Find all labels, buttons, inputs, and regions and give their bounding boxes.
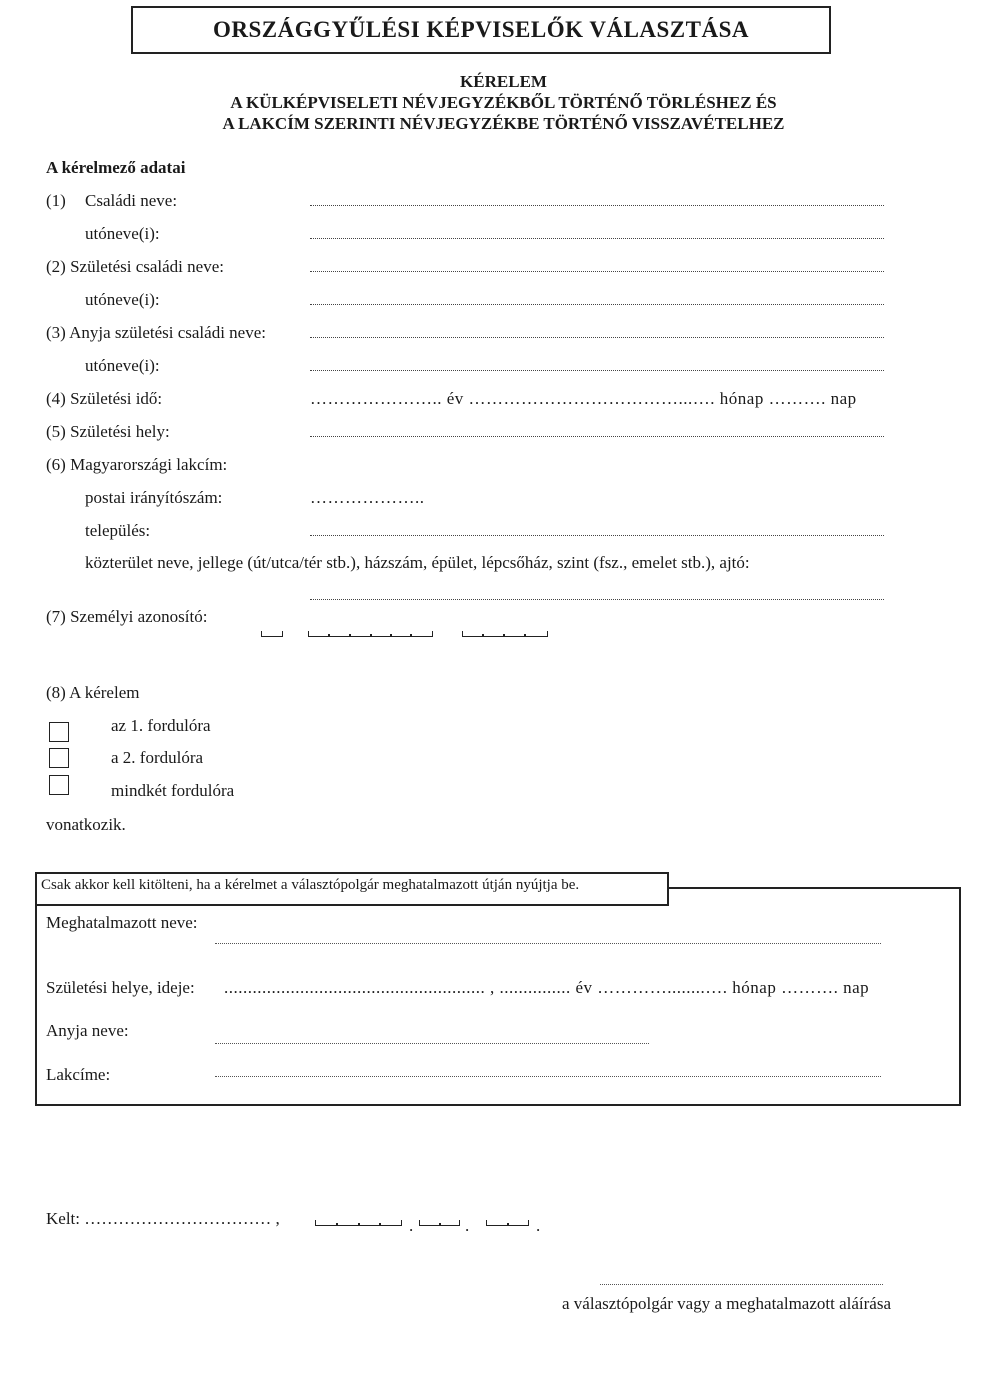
birth-date-label: (4) Születési idő: [46,389,163,408]
family-name-number: (1) [46,191,66,210]
signature-label: a választópolgár vagy a meghatalmazott aláírása [562,1294,891,1313]
date-month-digits[interactable] [419,1220,460,1226]
tick [410,634,412,637]
tick [370,634,372,637]
birth-family-name-label: (2) Születési családi neve: [46,257,224,276]
request-footer: vonatkozik. [46,815,126,834]
proxy-address-label: Lakcíme: [46,1065,111,1084]
birth-date-field[interactable]: ………………….. év ………………………………...…. hónap ………. nap [310,389,857,408]
mother-family-name-label: (3) Anyja születési családi neve: [46,323,266,342]
given-name-field[interactable] [310,238,884,239]
personal-id-serial-digits[interactable] [462,631,548,637]
round-2-label: a 2. fordulóra [111,748,204,767]
tick [358,1223,360,1226]
applicant-heading: A kérelmező adatai [46,158,186,177]
family-name-label: Családi neve: [85,191,178,210]
date-label: Kelt: …………………………… , [46,1209,280,1228]
birth-place-label: (5) Születési hely: [46,422,170,441]
date-separator: . [536,1216,541,1235]
tick [439,1223,441,1226]
mother-given-name-field[interactable] [310,370,884,371]
street-field[interactable] [310,599,884,600]
form-subtitle-line-2: A LAKCÍM SZERINTI NÉVJEGYZÉKBE TÖRTÉNŐ VISSZAVÉTELHEZ [222,114,785,133]
tick [503,634,505,637]
tick [379,1223,381,1226]
round-2-checkbox[interactable] [49,748,69,768]
round-1-checkbox[interactable] [49,722,69,742]
birth-given-name-field[interactable] [310,304,884,305]
date-year-digits[interactable] [315,1220,402,1226]
request-heading: (8) A kérelem [46,683,140,702]
form-subtitle-line-1: A KÜLKÉPVISELETI NÉVJEGYZÉKBŐL TÖRTÉNŐ TÖRLÉSHEZ ÉS [230,93,777,112]
birth-family-name-field[interactable] [310,271,884,272]
birth-place-field[interactable] [310,436,884,437]
personal-id-birthdate-digits[interactable] [308,631,433,637]
proxy-mother-label: Anyja neve: [46,1021,129,1040]
proxy-note: Csak akkor kell kitölteni, ha a kérelmet a választópolgár meghatalmazott útján nyújtja be. [35,872,669,906]
date-separator: . [409,1216,414,1235]
city-field[interactable] [310,535,884,536]
mother-family-name-field[interactable] [310,337,884,338]
tick [507,1223,509,1226]
tick [328,634,330,637]
proxy-name-label: Meghatalmazott neve: [46,913,198,932]
tick [524,634,526,637]
tick [336,1223,338,1226]
proxy-address-field[interactable] [215,1076,881,1077]
street-label: közterület neve, jellege (út/utca/tér stb.), házszám, épület, lépcsőház, szint (fsz., emelet stb.), ajtó: [85,553,750,572]
tick [482,634,484,637]
tick [349,634,351,637]
round-1-label: az 1. fordulóra [111,716,211,735]
proxy-mother-field[interactable] [215,1043,649,1044]
proxy-name-field[interactable] [215,943,881,944]
postal-code-field[interactable]: ……………….. [310,488,425,507]
family-name-field[interactable] [310,205,884,206]
signature-field[interactable] [600,1284,883,1285]
proxy-birth-field[interactable]: ....................................................... , ............... év …………........…. hónap ………. nap [224,978,870,997]
personal-id-label: (7) Személyi azonosító: [46,607,208,626]
form-title: ORSZÁGGYŰLÉSI KÉPVISELŐK VÁLASZTÁSA [131,6,831,54]
proxy-birth-label: Születési helye, ideje: [46,978,195,997]
both-rounds-label: mindkét fordulóra [111,781,235,800]
mother-given-name-label: utóneve(i): [85,356,160,375]
form-subtitle-request: KÉRELEM [460,72,547,91]
both-rounds-checkbox[interactable] [49,775,69,795]
tick [390,634,392,637]
date-day-digits[interactable] [486,1220,529,1226]
date-separator: . [465,1216,470,1235]
address-label: (6) Magyarországi lakcím: [46,455,228,474]
city-label: település: [85,521,151,540]
given-name-label: utóneve(i): [85,224,160,243]
postal-code-label: postai irányítószám: [85,488,223,507]
birth-given-name-label: utóneve(i): [85,290,160,309]
personal-id-sex-digit[interactable] [261,631,283,637]
